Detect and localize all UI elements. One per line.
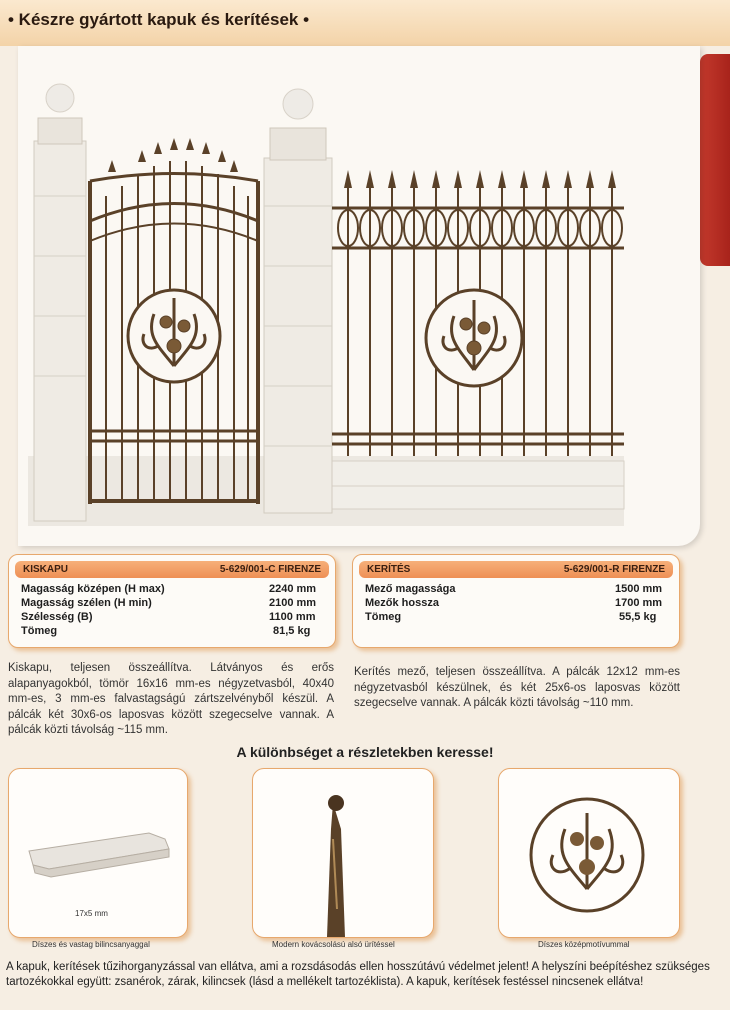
details-title: A különbséget a részletekben keresse! xyxy=(236,744,494,760)
spec-value: 1500 mm xyxy=(615,583,663,595)
kiskapu-code: 5-629/001-C FIRENZE xyxy=(219,564,321,575)
detail-spear-box xyxy=(252,768,434,938)
spec-name: Szélesség (B) xyxy=(21,611,93,623)
page-title: • Készre gyártott kapuk és kerítések • xyxy=(8,10,310,29)
kiskapu-description: Kiskapu, teljesen összeállítva. Látványos és erős alapanyagokból, tömör 16x16 mm-es négyzetvasból, 40x40 mm-es, 3 mm-es falvastagságú zártszelvényből készül. A pálcák két 30x6-os laposvas között szegecselve vannak. A pálcák közti távolság ~115 mm. xyxy=(8,662,334,736)
spec-value: 2240 mm xyxy=(269,583,317,595)
spear-tip-illustration xyxy=(253,769,433,937)
kiskapu-spec-header xyxy=(15,561,329,578)
center-motif-illustration xyxy=(499,769,679,937)
red-side-tab xyxy=(700,54,730,266)
spec-name: Tömeg xyxy=(21,625,58,637)
detail-caption: Modern kovácsolású alsó ürítéssel xyxy=(272,940,395,949)
product-photo-panel xyxy=(18,46,700,546)
bar-dimension-label: 17x5 mm xyxy=(75,909,108,918)
kerites-spec-box xyxy=(352,554,680,648)
page-header xyxy=(0,0,730,46)
spec-value: 81,5 kg xyxy=(273,625,311,637)
spec-name: Magasság középen (H max) xyxy=(21,583,165,595)
kiskapu-label: KISKAPU xyxy=(23,564,69,575)
detail-clamp-box xyxy=(8,768,188,938)
spec-name: Tömeg xyxy=(365,611,402,623)
spec-value: 55,5 kg xyxy=(619,611,657,623)
detail-motif-box xyxy=(498,768,680,938)
detail-caption: Díszes és vastag bilincsanyaggal xyxy=(32,940,150,949)
kerites-spec-header xyxy=(359,561,673,578)
spec-value: 1700 mm xyxy=(615,597,663,609)
spec-value: 2100 mm xyxy=(269,597,317,609)
detail-caption: Díszes középmotívummal xyxy=(538,940,630,949)
spec-value: 1100 mm xyxy=(269,611,316,623)
spec-name: Magasság szélen (H min) xyxy=(21,597,152,609)
gate-and-fence-illustration xyxy=(18,46,700,546)
kerites-description: Kerítés mező, teljesen összeállítva. A pálcák 12x12 mm-es négyzetvasból készülnek, és két 25x6-os laposvas között szegecselve vannak. A pálcák közti távolság ~110 mm. xyxy=(354,666,680,709)
kerites-code: 5-629/001-R FIRENZE xyxy=(563,564,665,575)
kiskapu-spec-box xyxy=(8,554,336,648)
kerites-label: KERÍTÉS xyxy=(367,564,411,575)
footer-note: A kapuk, kerítések tűzihorganyzással van ellátva, ami a rozsdásodás ellen hosszútávú védelmet jelent! A helyszíni beépítéshez szükséges tartozékokkal együtt: zsanérok, zárak, kilincsek (lásd a mellékelt tartozéklista). A kapuk, kerítések festéssel nincsenek ellátva! xyxy=(6,961,710,988)
spec-name: Mező magassága xyxy=(365,583,456,595)
spec-name: Mezők hossza xyxy=(365,597,439,609)
